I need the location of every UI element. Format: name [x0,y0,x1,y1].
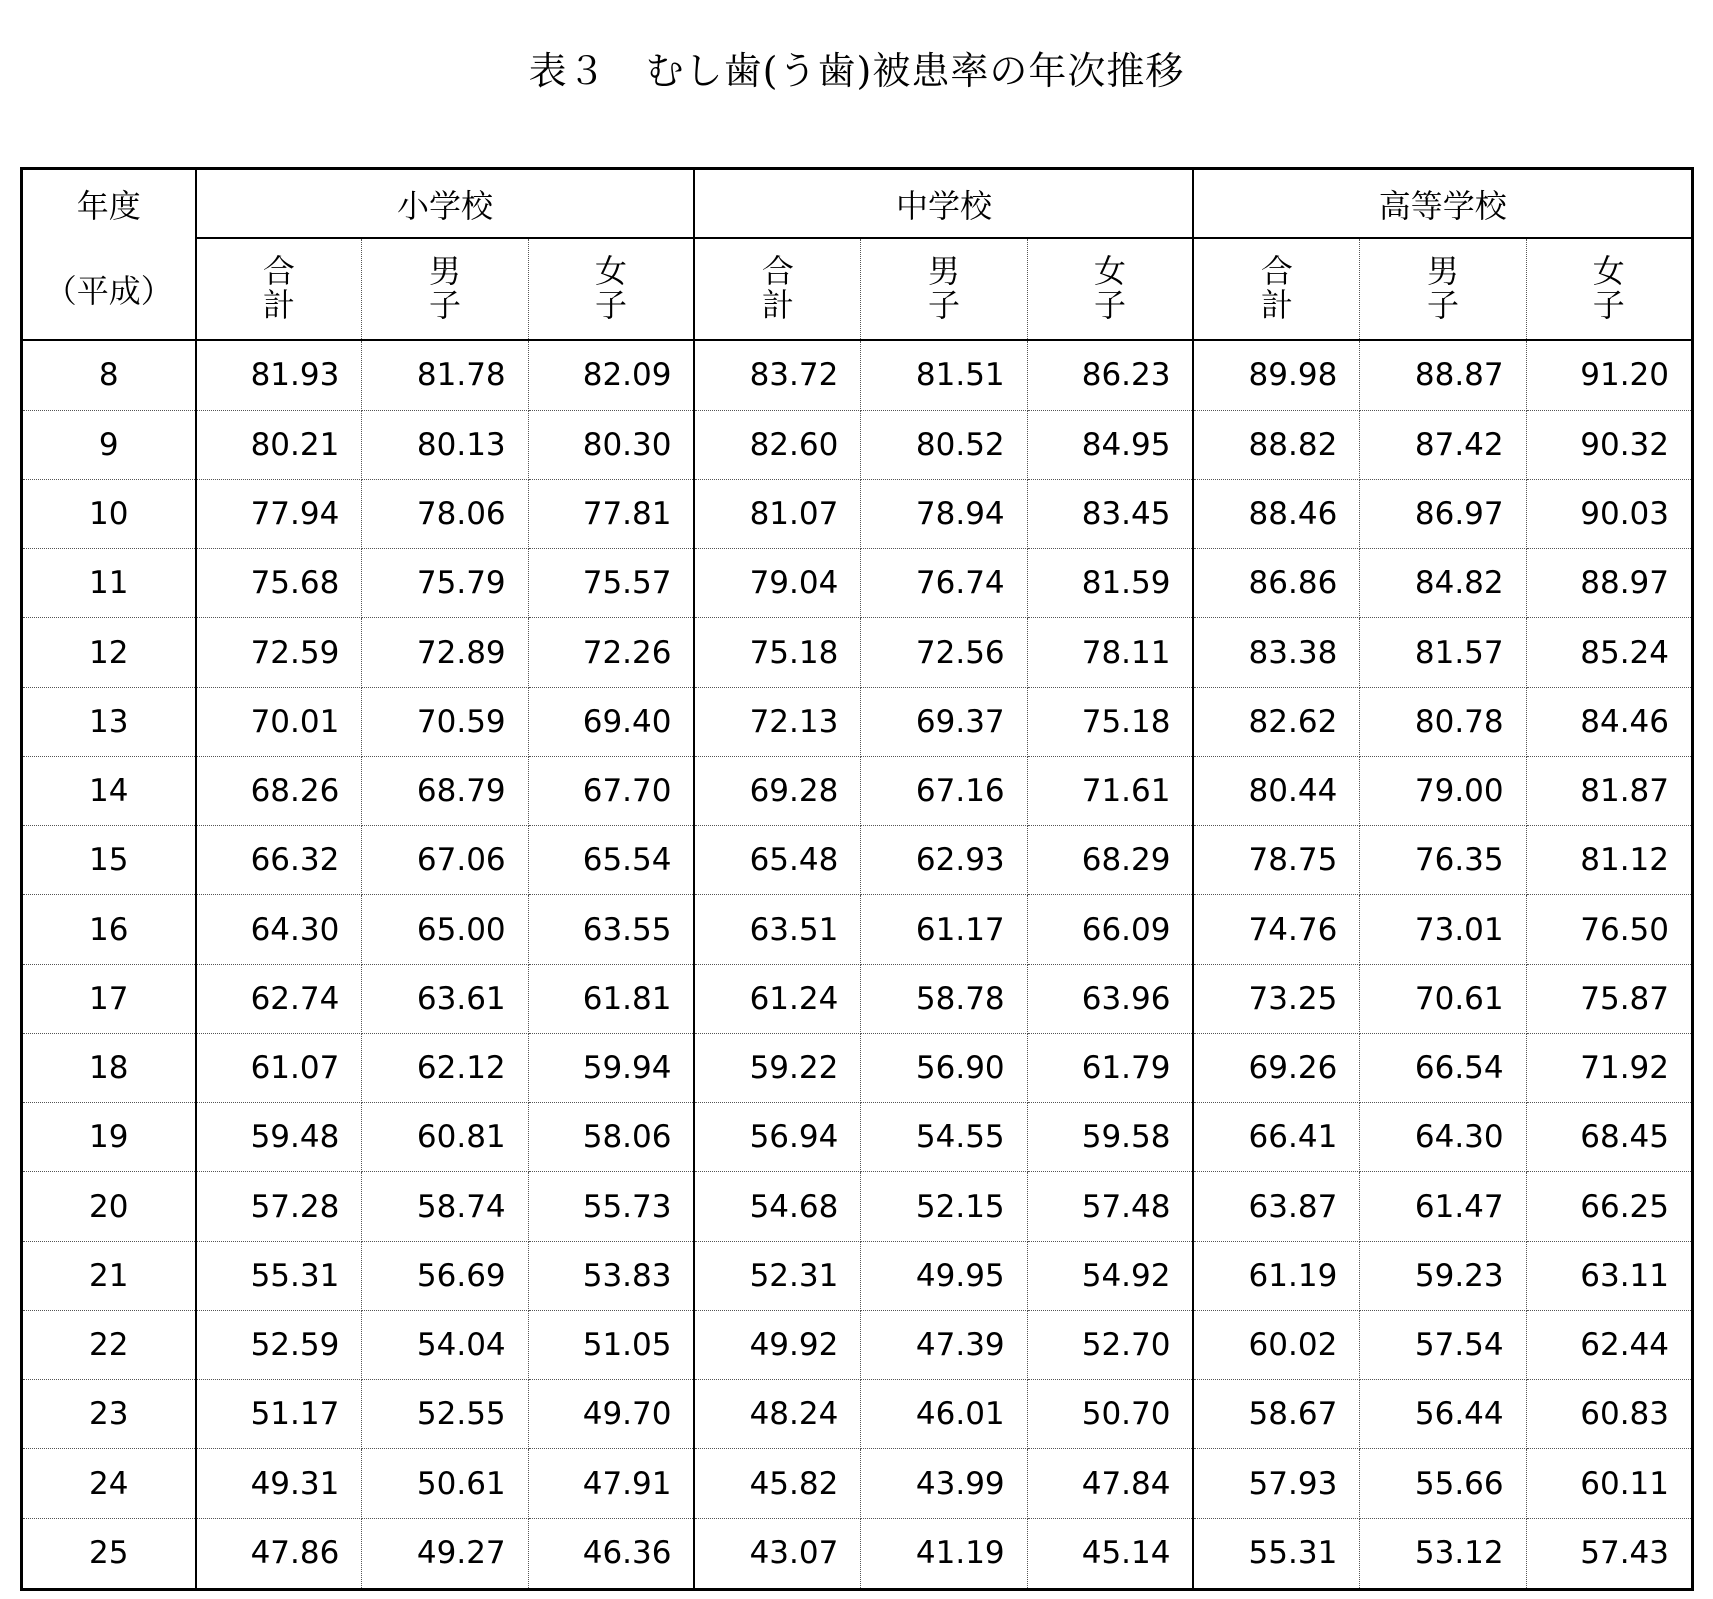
rate-cell: 75.18 [1027,687,1193,756]
rate-cell: 66.41 [1193,1103,1359,1172]
rate-cell: 62.93 [861,826,1027,895]
rate-cell: 61.81 [528,964,694,1033]
rate-cell: 75.57 [528,549,694,618]
table-row [22,618,1693,687]
rate-cell: 82.62 [1193,687,1359,756]
rate-cell: 81.87 [1526,756,1692,825]
rate-cell: 75.87 [1526,964,1692,1033]
rate-cell: 72.26 [528,618,694,687]
year-cell: 8 [22,340,196,410]
rate-cell: 60.11 [1526,1449,1692,1518]
rate-cell: 79.04 [694,549,860,618]
rate-cell: 72.56 [861,618,1027,687]
rate-cell: 47.39 [861,1310,1027,1379]
rate-cell: 59.58 [1027,1103,1193,1172]
rate-cell: 78.94 [861,479,1027,548]
rate-cell: 61.47 [1360,1172,1526,1241]
year-cell: 11 [22,549,196,618]
year-cell: 13 [22,687,196,756]
table-title: 表３ むし歯(う歯)被患率の年次推移 [528,49,1185,93]
rate-cell: 57.28 [196,1172,362,1241]
rate-cell: 59.23 [1360,1241,1526,1310]
rate-cell: 85.24 [1526,618,1692,687]
rate-cell: 72.13 [694,687,860,756]
rate-cell: 58.78 [861,964,1027,1033]
rate-cell: 80.78 [1360,687,1526,756]
year-cell: 10 [22,479,196,548]
rate-cell: 54.04 [362,1310,528,1379]
sub-header-total: 合計 [1260,252,1293,324]
sub-header-female: 女子 [1592,252,1625,324]
rate-cell: 72.59 [196,618,362,687]
rate-cell: 82.09 [528,340,694,410]
rate-cell: 78.06 [362,479,528,548]
rate-cell: 49.70 [528,1380,694,1449]
rate-cell: 69.37 [861,687,1027,756]
table-row [22,479,1693,548]
year-cell: 16 [22,895,196,964]
rate-cell: 51.17 [196,1380,362,1449]
rate-cell: 69.28 [694,756,860,825]
rate-cell: 50.70 [1027,1380,1193,1449]
table-row [22,756,1693,825]
rate-cell: 51.05 [528,1310,694,1379]
table-row [22,1518,1693,1589]
rate-cell: 57.43 [1580,1535,1669,1572]
year-cell: 25 [22,1518,196,1589]
table-row [22,964,1693,1033]
rate-cell: 54.68 [694,1172,860,1241]
table-row [22,1033,1693,1102]
sub-header-male: 男子 [428,252,461,324]
sub-header-male: 男子 [1426,252,1459,324]
table-row [22,1310,1693,1379]
rate-cell: 49.92 [694,1310,860,1379]
rate-cell: 65.00 [362,895,528,964]
rate-cell: 57.54 [1360,1310,1526,1379]
rate-cell: 88.46 [1193,479,1359,548]
era-header: （平成） [22,238,196,340]
rate-cell: 81.57 [1360,618,1526,687]
rate-cell: 88.82 [1193,410,1359,479]
rate-cell: 58.06 [528,1103,694,1172]
rate-cell: 61.19 [1193,1241,1359,1310]
rate-cell: 75.18 [694,618,860,687]
rate-cell: 86.97 [1360,479,1526,548]
rate-cell: 81.51 [861,340,1027,410]
rate-cell: 69.26 [1193,1033,1359,1102]
rate-cell: 63.87 [1193,1172,1359,1241]
rate-cell: 84.95 [1027,410,1193,479]
year-cell: 18 [22,1033,196,1102]
rate-cell: 76.50 [1526,895,1692,964]
rate-cell: 62.12 [362,1033,528,1102]
rate-cell: 86.86 [1193,549,1359,618]
table-row [22,1241,1693,1310]
rate-cell: 83.38 [1193,618,1359,687]
rate-cell: 57.48 [1027,1172,1193,1241]
rate-cell: 65.54 [528,826,694,895]
rate-cell: 61.07 [196,1033,362,1102]
rate-cell: 75.68 [196,549,362,618]
rate-cell: 74.76 [1193,895,1359,964]
rate-cell: 70.01 [196,687,362,756]
year-cell: 12 [22,618,196,687]
rate-cell: 47.86 [196,1518,362,1589]
rate-cell: 68.29 [1027,826,1193,895]
rate-cell: 87.42 [1360,410,1526,479]
table-row [22,1103,1693,1172]
year-cell: 22 [22,1310,196,1379]
rate-cell: 61.17 [861,895,1027,964]
rate-cell: 45.82 [694,1449,860,1518]
rate-cell: 48.24 [694,1380,860,1449]
rate-cell: 46.36 [528,1518,694,1589]
rate-cell: 45.14 [1027,1518,1193,1589]
rate-cell: 63.96 [1027,964,1193,1033]
rate-cell: 62.44 [1526,1310,1692,1379]
rate-cell: 57.93 [1193,1449,1359,1518]
rate-cell: 73.25 [1193,964,1359,1033]
rate-cell: 65.48 [694,826,860,895]
rate-cell: 58.67 [1193,1380,1359,1449]
group-header-elementary: 小学校 [196,169,695,239]
rate-cell: 80.44 [1193,756,1359,825]
rate-cell: 91.20 [1526,340,1692,410]
rate-cell: 70.61 [1360,964,1526,1033]
table-row [22,410,1693,479]
rate-cell: 43.99 [861,1449,1027,1518]
rate-cell: 64.30 [196,895,362,964]
year-cell: 21 [22,1241,196,1310]
rate-cell: 81.59 [1027,549,1193,618]
table-row [22,687,1693,756]
rate-cell: 58.74 [362,1172,528,1241]
rate-cell: 84.82 [1360,549,1526,618]
rate-cell: 54.92 [1027,1241,1193,1310]
year-cell: 24 [22,1449,196,1518]
rate-cell: 90.03 [1526,479,1692,548]
rate-cell: 68.45 [1526,1103,1692,1172]
table-row [22,1380,1693,1449]
rate-cell: 83.45 [1027,479,1193,548]
sub-header-total: 合計 [262,252,295,324]
rate-cell: 41.19 [861,1518,1027,1589]
year-cell: 19 [22,1103,196,1172]
rate-cell: 68.26 [196,756,362,825]
rate-cell: 88.87 [1360,340,1526,410]
rate-cell: 52.15 [861,1172,1027,1241]
rate-cell: 66.09 [1027,895,1193,964]
table-row [22,1449,1693,1518]
rate-cell: 80.21 [196,410,362,479]
rate-cell: 71.61 [1027,756,1193,825]
sub-header-female: 女子 [1094,252,1127,324]
rate-cell: 63.51 [694,895,860,964]
rate-cell: 55.31 [1193,1518,1359,1589]
rate-cell: 52.31 [694,1241,860,1310]
rate-cell: 81.78 [362,340,528,410]
group-header-junior-high: 中学校 [694,169,1193,239]
year-cell: 23 [22,1380,196,1449]
rate-cell: 60.81 [362,1103,528,1172]
rate-cell: 79.00 [1360,756,1526,825]
sub-header-female: 女子 [595,252,628,324]
rate-cell: 80.52 [861,410,1027,479]
rate-cell: 77.81 [528,479,694,548]
rate-cell: 86.23 [1027,340,1193,410]
rate-cell: 50.61 [362,1449,528,1518]
rate-cell: 88.97 [1526,549,1692,618]
rate-cell: 63.55 [528,895,694,964]
group-header-high-school: 高等学校 [1193,169,1692,239]
rate-cell: 52.55 [362,1380,528,1449]
rate-cell: 55.31 [196,1241,362,1310]
year-cell: 17 [22,964,196,1033]
rate-cell: 56.94 [694,1103,860,1172]
rate-cell: 78.11 [1027,618,1193,687]
rate-cell: 54.55 [861,1103,1027,1172]
rate-cell: 68.79 [362,756,528,825]
table-body [22,340,1693,1590]
rate-cell: 60.02 [1193,1310,1359,1379]
table-row [22,826,1693,895]
rate-cell: 78.75 [1193,826,1359,895]
year-cell: 9 [22,410,196,479]
rate-cell: 64.30 [1360,1103,1526,1172]
rate-cell: 73.01 [1360,895,1526,964]
rate-cell: 67.06 [362,826,528,895]
table-row [22,895,1693,964]
rate-cell: 77.94 [196,479,362,548]
rate-cell: 61.79 [1027,1033,1193,1102]
rate-cell: 80.30 [528,410,694,479]
rate-cell: 81.93 [196,340,362,410]
rate-cell: 59.22 [694,1033,860,1102]
rate-cell: 60.83 [1526,1380,1692,1449]
rate-cell: 67.70 [528,756,694,825]
rate-cell: 63.61 [362,964,528,1033]
rate-cell: 49.31 [196,1449,362,1518]
rate-cell: 66.32 [196,826,362,895]
rate-cell: 43.07 [694,1518,860,1589]
rate-cell: 52.59 [196,1310,362,1379]
rate-cell: 66.54 [1360,1033,1526,1102]
table-row [22,549,1693,618]
rate-cell: 55.66 [1360,1449,1526,1518]
year-header: 年度 [22,169,196,239]
rate-cell: 47.84 [1027,1449,1193,1518]
year-cell: 20 [22,1172,196,1241]
rate-cell: 84.46 [1526,687,1692,756]
rate-cell: 55.73 [528,1172,694,1241]
table-row [22,1172,1693,1241]
rate-cell: 81.12 [1526,826,1692,895]
sub-header-male: 男子 [927,252,960,324]
rate-cell: 63.11 [1526,1241,1692,1310]
rate-cell: 67.16 [861,756,1027,825]
rate-cell: 47.91 [528,1449,694,1518]
rate-cell: 52.70 [1027,1310,1193,1379]
rate-cell: 82.60 [694,410,860,479]
sub-header-total: 合計 [761,252,794,324]
rate-cell: 53.12 [1360,1518,1526,1589]
rate-cell: 46.01 [861,1380,1027,1449]
rate-cell: 69.40 [528,687,694,756]
rate-cell: 83.72 [694,340,860,410]
rate-cell: 56.44 [1360,1380,1526,1449]
year-cell: 14 [22,756,196,825]
rate-cell: 76.74 [861,549,1027,618]
rate-cell: 70.59 [362,687,528,756]
rate-cell: 71.92 [1526,1033,1692,1102]
rate-cell: 62.74 [196,964,362,1033]
rate-cell: 56.69 [362,1241,528,1310]
rate-cell: 90.32 [1526,410,1692,479]
rate-cell: 81.07 [694,479,860,548]
rate-cell: 80.13 [362,410,528,479]
caries-rate-table [20,167,1694,1591]
rate-cell: 53.83 [528,1241,694,1310]
rate-cell: 89.98 [1193,340,1359,410]
rate-cell: 75.79 [362,549,528,618]
rate-cell: 59.94 [528,1033,694,1102]
rate-cell: 76.35 [1360,826,1526,895]
rate-cell: 59.48 [196,1103,362,1172]
rate-cell: 66.25 [1526,1172,1692,1241]
year-cell: 15 [22,826,196,895]
rate-cell: 61.24 [694,964,860,1033]
rate-cell: 49.95 [861,1241,1027,1310]
rate-cell: 56.90 [861,1033,1027,1102]
rate-cell: 49.27 [362,1518,528,1589]
rate-cell: 72.89 [362,618,528,687]
table-row [22,340,1693,410]
